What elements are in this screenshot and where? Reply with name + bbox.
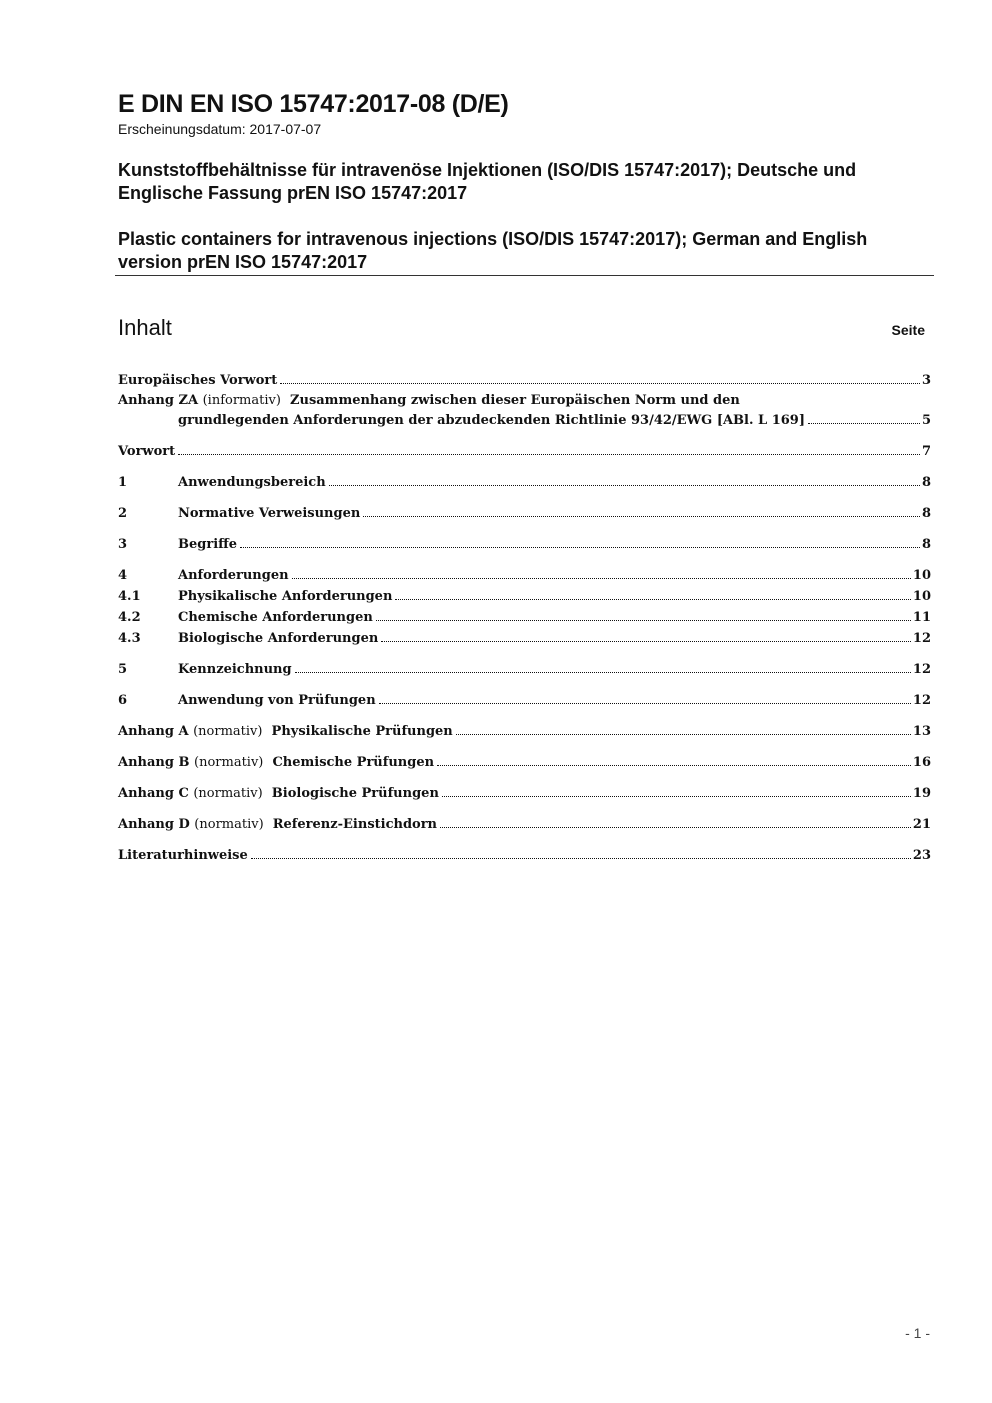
toc-entry[interactable] — [118, 815, 931, 835]
toc-entry[interactable] — [118, 784, 931, 804]
toc-entry-annex-kind: (normativ) — [193, 724, 263, 739]
title-german: Kunststoffbehältnisse für intravenöse Injektionen (ISO/DIS 15747:2017); Deutsche und Englische Fassung prEN ISO 15747:2017 — [118, 160, 857, 203]
toc-entry-page: 12 — [912, 662, 931, 677]
toc-entry-label: Chemische Prüfungen — [272, 755, 435, 770]
toc-entry-number: 5 — [118, 662, 128, 677]
toc-leader-dots — [381, 641, 911, 642]
toc-entry-label: Physikalische Anforderungen — [178, 589, 393, 604]
toc-leader-dots — [395, 599, 911, 600]
toc-entry-number: 2 — [118, 506, 128, 521]
toc-entry-page: 13 — [912, 724, 931, 739]
toc-entry-label: Vorwort — [118, 444, 176, 459]
toc-entry-page: 21 — [912, 817, 931, 832]
toc-entry[interactable] — [118, 722, 931, 742]
toc-page-column-header: Seite — [891, 322, 925, 338]
toc-leader-dots — [456, 734, 911, 735]
toc-entry[interactable] — [118, 660, 931, 680]
toc-entry-number: 4.1 — [118, 589, 141, 604]
toc-leader-dots — [251, 858, 911, 859]
toc-entry-label-continued: grundlegenden Anforderungen der abzudeckenden Richtlinie 93/42/EWG [ABl. L 169] — [178, 413, 805, 428]
toc-entry-label: Physikalische Prüfungen — [271, 724, 453, 739]
toc-entry-page: 8 — [921, 537, 931, 552]
toc-entry[interactable] — [118, 608, 931, 628]
toc-entry[interactable] — [118, 504, 931, 524]
title-english: Plastic containers for intravenous injections (ISO/DIS 15747:2017); German and English version prEN ISO 15747:2017 — [118, 229, 868, 272]
toc-entry-label: Kennzeichnung — [178, 662, 292, 677]
toc-entry[interactable] — [118, 473, 931, 493]
toc-entry-page: 7 — [921, 444, 931, 459]
toc-entry-annex: Anhang ZA — [118, 393, 199, 408]
toc-entry-label: Chemische Anforderungen — [178, 610, 373, 625]
toc-heading: Inhalt — [118, 315, 172, 340]
toc-entry-label: Anwendungsbereich — [178, 475, 326, 490]
toc-entry-page: 12 — [912, 631, 931, 646]
toc-entry-annex — [118, 815, 437, 835]
toc-entry-number: 3 — [118, 537, 128, 552]
toc-entry-page: 8 — [921, 475, 931, 490]
toc-entry-page: 5 — [921, 413, 931, 428]
toc-entry-page: 23 — [912, 848, 931, 863]
toc-leader-dots — [437, 765, 911, 766]
toc-entry-annex-kind: (normativ) — [194, 755, 264, 770]
toc-leader-dots — [280, 383, 920, 384]
toc-entry-label: Zusammenhang zwischen dieser Europäischen Norm und den — [290, 393, 740, 408]
document-id: E DIN EN ISO 15747:2017-08 (D/E) — [118, 90, 509, 118]
toc-entry-label: Anforderungen — [178, 568, 289, 583]
toc-entry-page: 19 — [912, 786, 931, 801]
toc-entry-annex — [118, 753, 434, 773]
toc-entry-label: Literaturhinweise — [118, 848, 248, 863]
toc-entry-label: Begriffe — [178, 537, 238, 552]
toc-leader-dots — [442, 796, 911, 797]
toc-entry[interactable] — [118, 587, 931, 607]
toc-entry-number: 4.2 — [118, 610, 141, 625]
toc-entry-annex-kind: (normativ) — [193, 786, 263, 801]
toc-entry-label: Biologische Prüfungen — [271, 786, 439, 801]
toc-entry[interactable] — [118, 442, 931, 462]
toc-entry-number: 4.3 — [118, 631, 141, 646]
toc-entry-label: Referenz-Einstichdorn — [272, 817, 438, 832]
toc-leader-dots — [440, 827, 911, 828]
toc-entry-page: 16 — [912, 755, 931, 770]
toc-entry-annex-id: Anhang D — [118, 817, 190, 832]
toc-entry-label: Normative Verweisungen — [178, 506, 361, 521]
toc-entry-page: 10 — [912, 589, 931, 604]
toc-entry-number: 6 — [118, 693, 128, 708]
toc-entry-label: Biologische Anforderungen — [178, 631, 379, 646]
toc-entry-annex-kind: (informativ) — [202, 393, 281, 408]
toc-entry[interactable] — [118, 691, 931, 711]
toc-leader-dots — [363, 516, 920, 517]
toc-entry-page: 10 — [912, 568, 931, 583]
toc-entry-number: 4 — [118, 568, 128, 583]
toc-leader-dots — [178, 454, 920, 455]
toc-leader-dots — [376, 620, 911, 621]
publication-date: Erscheinungsdatum: 2017-07-07 — [118, 121, 322, 137]
table-of-contents — [118, 371, 931, 866]
toc-entry-label: Europäisches Vorwort — [118, 373, 278, 388]
page-number: - 1 - — [905, 1325, 930, 1341]
toc-entry[interactable] — [118, 629, 931, 649]
toc-entry-annex-id: Anhang C — [118, 786, 189, 801]
toc-entry-page: 3 — [921, 373, 931, 388]
header-divider — [115, 275, 934, 276]
toc-leader-dots — [329, 485, 920, 486]
toc-entry-number: 1 — [118, 475, 128, 490]
toc-entry[interactable] — [118, 535, 931, 555]
toc-entry-label: Anwendung von Prüfungen — [178, 693, 376, 708]
toc-entry[interactable] — [118, 753, 931, 773]
toc-entry[interactable] — [118, 391, 931, 431]
toc-entry-page: 12 — [912, 693, 931, 708]
toc-entry-page: 8 — [921, 506, 931, 521]
toc-leader-dots — [292, 578, 911, 579]
toc-entry-annex-id: Anhang B — [118, 755, 190, 770]
toc-entry-annex-kind: (normativ) — [194, 817, 264, 832]
toc-entry-annex-id: Anhang A — [118, 724, 189, 739]
toc-entry[interactable] — [118, 371, 931, 391]
toc-entry[interactable] — [118, 566, 931, 586]
toc-leader-dots — [295, 672, 911, 673]
toc-entry-annex — [118, 722, 453, 742]
toc-entry[interactable] — [118, 846, 931, 866]
toc-entry-annex — [118, 784, 439, 804]
toc-leader-dots — [240, 547, 920, 548]
toc-entry-page: 11 — [912, 610, 931, 625]
toc-leader-dots — [379, 703, 911, 704]
toc-leader-dots — [808, 423, 920, 424]
